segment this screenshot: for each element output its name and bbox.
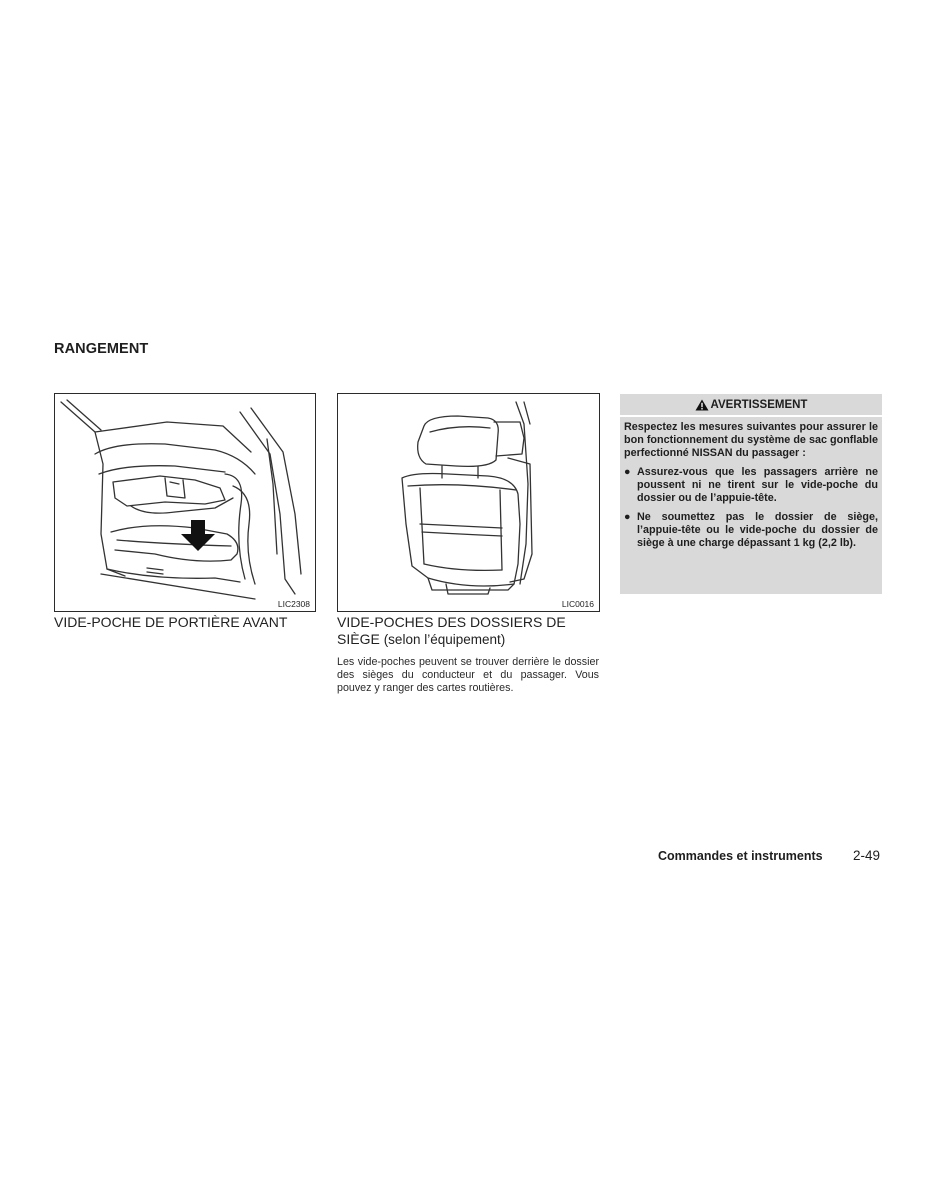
warning-intro: Respectez les mesures suivantes pour assurer le bon fonctionnement du système de sac gonflable perfectionné NISSAN du passager : xyxy=(624,421,878,459)
warning-title: AVERTISSEMENT xyxy=(710,398,808,411)
warning-list xyxy=(620,466,882,550)
section-title: RANGEMENT xyxy=(54,341,149,357)
bullet-icon: ● xyxy=(624,466,631,478)
warning-item-text: Assurez-vous que les passagers arrière ne poussent ni ne tirent sur le vide-poche du dossier ou de l’appuie-tête. xyxy=(637,466,878,504)
door-pocket-drawing xyxy=(55,394,315,611)
warning-header xyxy=(620,394,882,417)
seatback-pocket-heading xyxy=(337,614,599,648)
figure-code: LIC0016 xyxy=(561,599,594,609)
warning-box xyxy=(620,394,882,594)
page-number: 2-49 xyxy=(853,848,881,863)
seatback-heading-main: VIDE-POCHES DES DOSSIERS DE SIÈGE xyxy=(337,614,566,647)
warning-item xyxy=(624,466,878,505)
warning-item xyxy=(624,511,878,550)
bullet-icon: ● xyxy=(624,511,631,523)
door-pocket-illustration xyxy=(54,393,316,612)
seatback-pocket-illustration xyxy=(337,393,600,612)
figure-code: LIC2308 xyxy=(277,599,310,609)
seatback-heading-sub: (selon l’équipement) xyxy=(383,632,506,647)
warning-item-text: Ne soumettez pas le dossier de siège, l’appuie-tête ou le vide-poche du dossier de siège à une charge dépassant 1 kg (2,2 lb). xyxy=(637,511,878,549)
seatback-pocket-description: Les vide-poches peuvent se trouver derrière le dossier des sièges du conducteur et du passager. Vous pouvez y ranger des cartes routières. xyxy=(337,656,599,694)
warning-triangle-icon xyxy=(695,399,709,411)
seatback-pocket-drawing xyxy=(338,394,599,611)
door-pocket-heading: VIDE-POCHE DE PORTIÈRE AVANT xyxy=(54,614,288,630)
footer-section-name: Commandes et instruments xyxy=(658,849,823,863)
down-arrow-icon xyxy=(181,520,215,551)
